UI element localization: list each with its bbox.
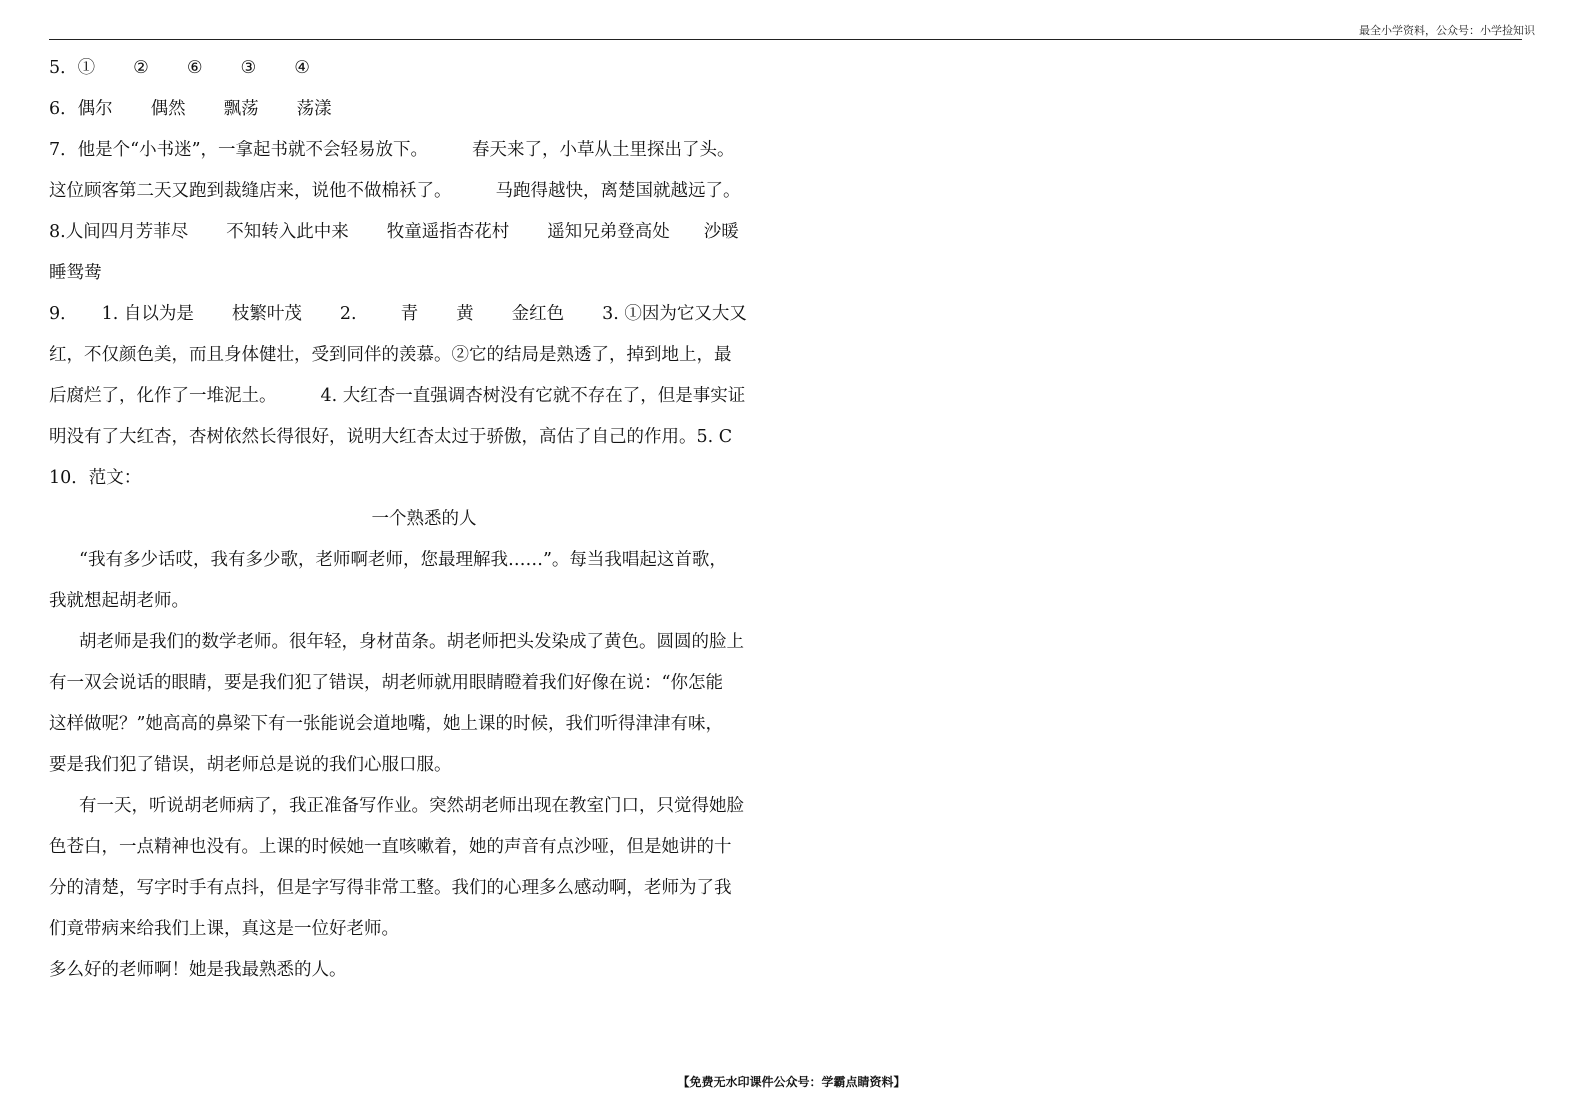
answer-q8-line2 <box>49 253 779 294</box>
q9-part1-a: 自以为是 <box>123 304 194 324</box>
q6-label: 6． <box>49 99 78 119</box>
q7-sentence-1: 他是个“小书迷”，一拿起书就不会轻易放下。 <box>77 140 429 160</box>
q9-part2-c: 金红色 <box>511 304 565 324</box>
q8-item: 不知转入此中来 <box>226 222 349 242</box>
essay-paragraph-line: 们竟带病来给我们上课，真这是一位好老师。 <box>49 919 399 939</box>
answer-q9-line2 <box>49 335 779 376</box>
q9-part2-label: 2. <box>339 304 357 324</box>
essay-paragraph-line: “我有多少话哎，我有多少歌，老师啊老师，您最理解我……”。每当我唱起这首歌， <box>79 550 727 570</box>
q7-label: 7． <box>49 140 78 160</box>
q8-item: 牧童遥指杏花村 <box>386 222 510 242</box>
answer-q7-line2 <box>49 171 779 212</box>
essay-title: 一个熟悉的人 <box>371 509 477 529</box>
essay-paragraph-line: 有一天，听说胡老师病了，我正准备写作业。突然胡老师出现在教室门口，只觉得她脸 <box>79 796 744 816</box>
q10-label: 10．范文： <box>49 468 142 488</box>
q8-continued: 睡鸳鸯 <box>49 263 102 283</box>
answer-content <box>49 48 779 991</box>
essay-paragraph-line: 有一双会说话的眼睛，要是我们犯了错误，胡老师就用眼睛瞪着我们好像在说：“你怎能 <box>49 673 723 693</box>
q9-part3-start: 3. ①因为它又大又 <box>602 304 747 324</box>
answer-q9-line4 <box>49 417 779 458</box>
answer-q8-line1 <box>49 212 779 253</box>
q6-item: 偶然 <box>150 99 186 119</box>
q5-item: ④ <box>294 58 310 78</box>
q5-label: 5． <box>49 58 78 78</box>
header-rule <box>49 39 1522 40</box>
q9-text: 后腐烂了，化作了一堆泥土。 <box>49 386 277 406</box>
q5-item: ② <box>133 58 149 78</box>
header-note: 最全小学资料，公众号：小学捡知识 <box>1359 24 1535 37</box>
answer-q6 <box>49 89 779 130</box>
essay-paragraph-line: 胡老师是我们的数学老师。很年轻，身材苗条。胡老师把头发染成了黄色。圆圆的脸上 <box>79 632 744 652</box>
q7-sentence-2: 春天来了，小草从土里探出了头。 <box>472 140 735 160</box>
q8-item: 遥知兄弟登高处 <box>547 222 670 242</box>
q6-item: 偶尔 <box>77 99 113 119</box>
essay-paragraph-line: 色苍白，一点精神也没有。上课的时候她一直咳嗽着，她的声音有点沙哑，但是她讲的十 <box>49 837 732 857</box>
q7-sentence-4: 马跑得越快，离楚国就越远了。 <box>495 181 741 201</box>
q9-part1-b: 枝繁叶茂 <box>231 304 302 324</box>
essay-paragraph-line: 这样做呢？”她高高的鼻梁下有一张能说会道地嘴，她上课的时候，我们听得津津有味， <box>49 714 723 734</box>
q8-item: 沙暖 <box>703 222 739 242</box>
q9-text: 红，不仅颜色美，而且身体健壮，受到同伴的羡慕。②它的结局是熟透了，掉到地上，最 <box>49 345 732 365</box>
q9-part4: 4. 大红杏一直强调杏树没有它就不存在了，但是事实证 <box>320 386 746 406</box>
q5-item: ⑥ <box>186 58 203 78</box>
q7-sentence-3: 这位顾客第二天又跑到裁缝店来，说他不做棉袄了。 <box>49 181 452 201</box>
answer-q10 <box>49 458 779 499</box>
q8-item: 人间四月芳菲尽 <box>65 222 189 242</box>
answer-q9-line1 <box>49 294 779 335</box>
q9-part2-a: 青 <box>400 304 419 324</box>
q6-item: 飘荡 <box>223 99 259 119</box>
answer-q9-line3 <box>49 376 779 417</box>
q9-label: 9． <box>49 304 78 324</box>
q8-label: 8. <box>49 222 66 242</box>
q9-text: 明没有了大红杏，杏树依然长得很好，说明大红杏太过于骄傲，高估了自己的作用。5. C <box>49 427 733 447</box>
q9-part1-label: 1. <box>101 304 124 324</box>
answer-q5 <box>49 48 779 89</box>
essay-paragraph-line: 多么好的老师啊！她是我最熟悉的人。 <box>49 960 347 980</box>
essay-paragraph-line: 分的清楚，写字时手有点抖，但是字写得非常工整。我们的心理多么感动啊，老师为了我 <box>49 878 732 898</box>
footer-note: 【免费无水印课件公众号：学霸点睛资料】 <box>677 1075 906 1089</box>
essay-paragraph-line: 我就想起胡老师。 <box>49 591 189 611</box>
q5-item: ① <box>77 58 96 78</box>
q5-item: ③ <box>240 58 257 78</box>
essay-paragraph-line: 要是我们犯了错误，胡老师总是说的我们心服口服。 <box>49 755 452 775</box>
q6-item: 荡漾 <box>296 99 332 119</box>
answer-q7-line1 <box>49 130 779 171</box>
q9-part2-b: 黄 <box>456 304 474 324</box>
